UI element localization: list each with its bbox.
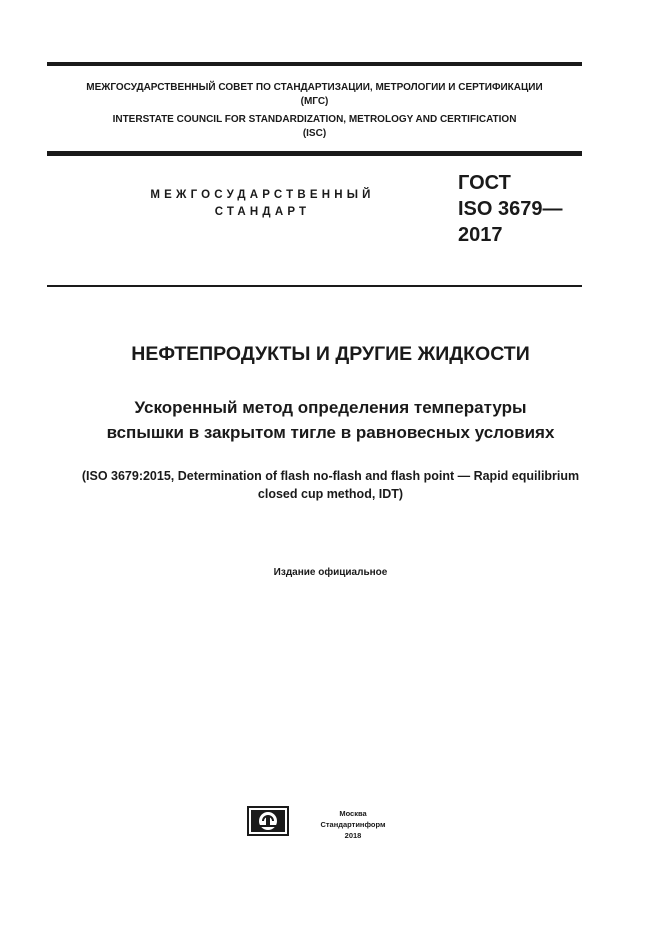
gost-code-line2: ISO 3679— xyxy=(458,198,563,220)
gost-code-line1: ГОСТ xyxy=(458,172,511,194)
imprint-year: 2018 xyxy=(344,831,362,840)
header-rule-thick xyxy=(47,151,582,156)
document-subtitle-line1: Ускоренный метод определения температуры xyxy=(134,398,527,417)
council-en: INTERSTATE COUNCIL FOR STANDARDIZATION, METROLOGY AND CERTIFICATION xyxy=(112,114,517,125)
council-ru: МЕЖГОСУДАРСТВЕННЫЙ СОВЕТ ПО СТАНДАРТИЗАЦИИ, МЕТРОЛОГИИ И СЕРТИФИКАЦИИ xyxy=(86,82,543,93)
council-ru-abbr: (МГС) xyxy=(300,96,329,107)
iso-reference-line2: closed cup method, IDT) xyxy=(257,487,404,501)
document-title: НЕФТЕПРОДУКТЫ И ДРУГИЕ ЖИДКОСТИ xyxy=(131,343,530,365)
imprint-publisher: Стандартинформ xyxy=(320,820,386,829)
standartinform-logo xyxy=(247,806,289,836)
document-subtitle-line2: вспышки в закрытом тигле в равновесных условиях xyxy=(106,423,555,442)
gost-code-line3: 2017 xyxy=(458,224,503,246)
standard-label-line1: МЕЖГОСУДАРСТВЕННЫЙ xyxy=(150,189,375,201)
standard-rule xyxy=(47,285,582,287)
official-edition: Издание официальное xyxy=(273,567,388,578)
council-en-abbr: (ISC) xyxy=(302,128,327,139)
imprint-city: Москва xyxy=(339,809,367,818)
top-rule-thick xyxy=(47,62,582,66)
iso-reference-line1: (ISO 3679:2015, Determination of flash no-flash and flash point — Rapid equilibrium xyxy=(81,469,580,483)
standard-label-line2: СТАНДАРТ xyxy=(214,206,311,218)
